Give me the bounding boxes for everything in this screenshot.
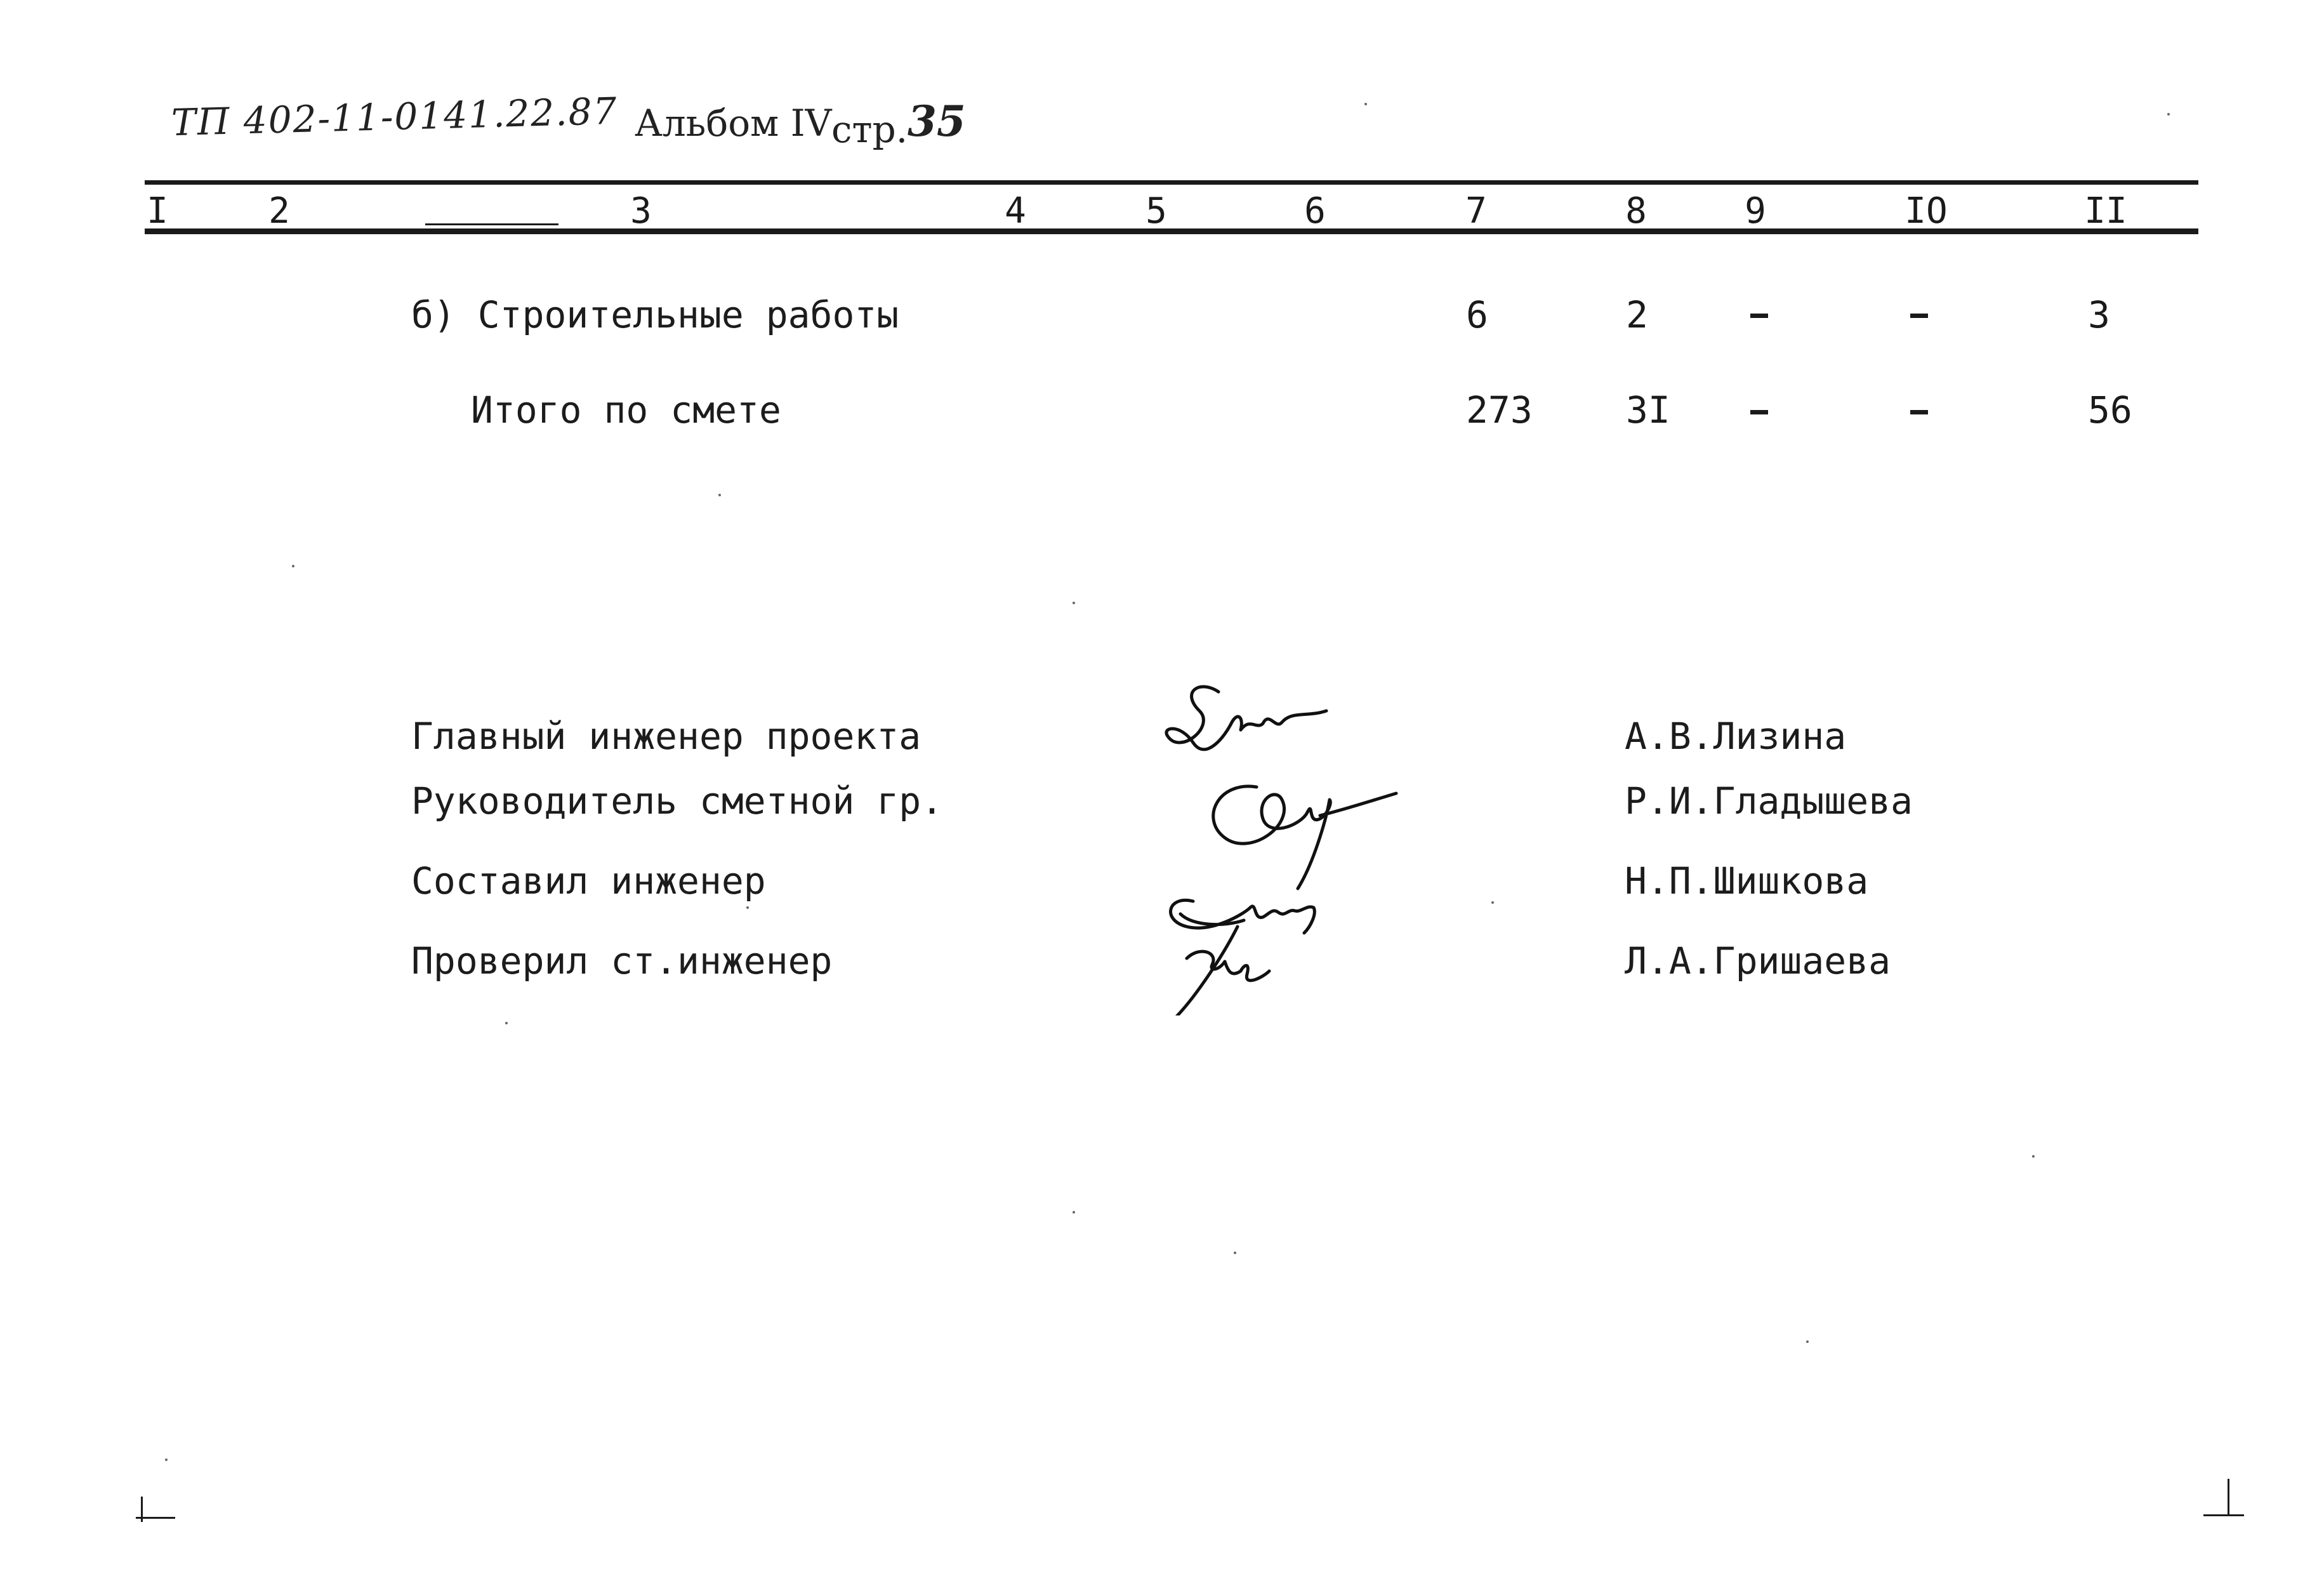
name-gladysheva: Р.И.Гладышева <box>1625 779 1913 823</box>
document-code: ТП 402-11-0141.22.87 <box>171 89 619 145</box>
row-2-col-7: 273 <box>1466 388 1533 432</box>
corner-mark-bottom-right-tick <box>2228 1479 2229 1514</box>
column-number-4: 4 <box>1005 190 1026 232</box>
header-bottom-rule <box>145 228 2198 234</box>
column-number-6: 6 <box>1304 190 1326 232</box>
column-number-11: II <box>2084 190 2127 232</box>
row-1-col-11: 3 <box>2088 293 2110 336</box>
name-shishkova: Н.П.Шишкова <box>1625 859 1869 903</box>
row-1-col-9-dash <box>1750 314 1768 318</box>
corner-mark-bottom-right <box>2203 1514 2244 1516</box>
signature-shishkova <box>1171 900 1315 933</box>
column-number-3: 3 <box>630 190 652 232</box>
row-2-col-8: 3I <box>1626 388 1670 432</box>
page-label: стр. <box>831 108 908 151</box>
column-number-8: 8 <box>1625 190 1647 232</box>
column-number-1: I <box>147 190 168 232</box>
column-3-underline <box>425 223 558 225</box>
album-label: Альбом IV <box>635 102 832 145</box>
row-label-total: Итого по смете <box>471 388 781 432</box>
row-2-col-10-dash <box>1910 410 1928 414</box>
row-1-col-7: 6 <box>1466 293 1488 336</box>
column-number-2: 2 <box>268 190 290 232</box>
handwritten-signatures <box>1155 673 1447 1015</box>
page-number: 35 <box>908 96 966 146</box>
row-2-col-9-dash <box>1750 410 1768 414</box>
role-chief-engineer: Главный инженер проекта <box>411 715 921 758</box>
name-lizina: А.В.Лизина <box>1625 715 1847 758</box>
row-label-construction: б) Строительные работы <box>411 293 899 336</box>
header-top-rule <box>145 180 2198 185</box>
column-number-9: 9 <box>1745 190 1766 232</box>
signature-gladysheva <box>1213 786 1396 889</box>
role-estimate-head: Руководитель сметной гр. <box>411 779 944 823</box>
column-number-5: 5 <box>1145 190 1167 232</box>
role-compiled-by: Составил инженер <box>411 859 766 903</box>
signature-grishaeva <box>1168 927 1269 1015</box>
column-number-10: IO <box>1905 190 1948 232</box>
corner-mark-bottom-left-tick <box>141 1497 143 1522</box>
column-number-7: 7 <box>1465 190 1487 232</box>
role-checked-by: Проверил ст.инженер <box>411 939 833 982</box>
row-1-col-10-dash <box>1910 314 1928 318</box>
row-2-col-11: 56 <box>2088 388 2132 432</box>
name-grishaeva: Л.А.Гришаева <box>1625 939 1891 982</box>
row-1-col-8: 2 <box>1626 293 1648 336</box>
signature-lizina <box>1166 687 1326 750</box>
